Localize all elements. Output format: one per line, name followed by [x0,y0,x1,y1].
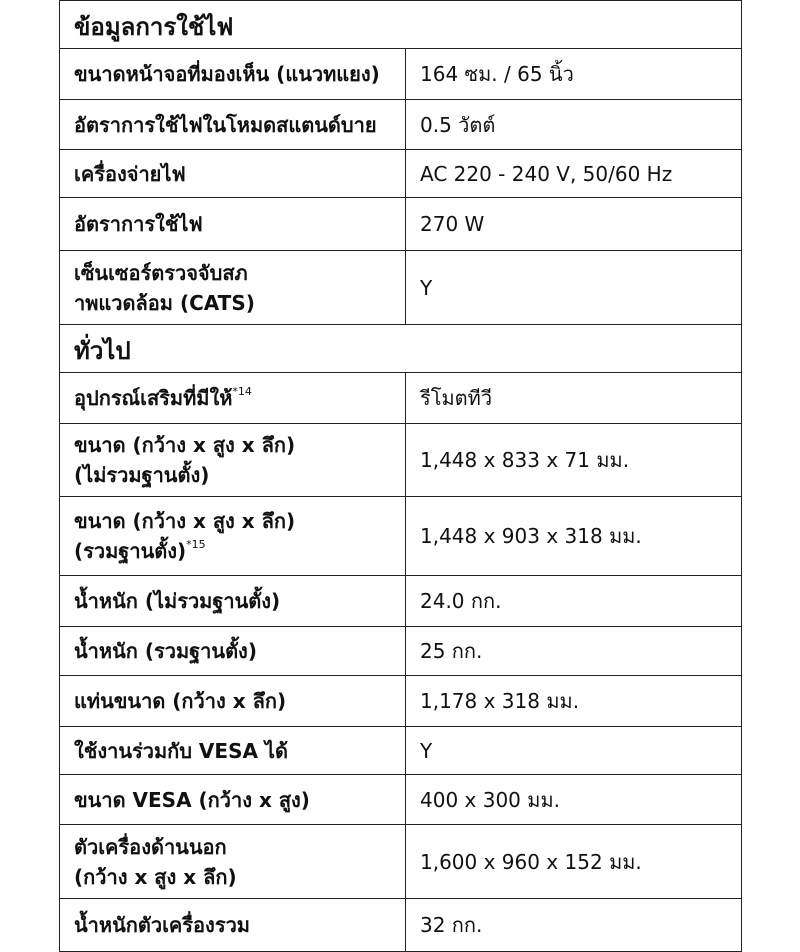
spec-label: อัตราการใช้ไฟ [60,198,406,251]
spec-value: 0.5 วัตต์ [406,100,742,150]
section-header-general [60,325,742,373]
spec-value: 164 ซม. / 65 นิ้ว [406,49,742,100]
section-title: ทั่วไป [60,325,742,373]
spec-value: Y [406,251,742,325]
spec-row [60,150,742,198]
spec-row [60,49,742,100]
spec-row [60,373,742,424]
spec-row [60,251,742,325]
spec-label: อัตราการใช้ไฟในโหมดสแตนด์บาย [60,100,406,150]
spec-value: 400 x 300 มม. [406,775,742,825]
spec-value: 1,178 x 318 มม. [406,676,742,727]
spec-label: เซ็นเซอร์ตรวจจับสภ าพแวดล้อม (CATS) [60,251,406,325]
spec-row [60,424,742,497]
spec-row [60,627,742,676]
spec-value: 32 กก. [406,899,742,952]
spec-value: 1,448 x 833 x 71 มม. [406,424,742,497]
spec-label: ขนาดหน้าจอที่มองเห็น (แนวทแยง) [60,49,406,100]
spec-row [60,775,742,825]
spec-row [60,576,742,627]
spec-row [60,727,742,775]
spec-row [60,198,742,251]
footnote-ref: *14 [232,385,252,399]
spec-label: แท่นขนาด (กว้าง x ลึก) [60,676,406,727]
spec-row [60,497,742,576]
spec-row [60,825,742,899]
footnote-ref: *15 [186,538,206,552]
spec-label: ตัวเครื่องด้านนอก (กว้าง x สูง x ลึก) [60,825,406,899]
spec-value: AC 220 - 240 V, 50/60 Hz [406,150,742,198]
section-header-power [60,1,742,49]
spec-value: Y [406,727,742,775]
spec-value: รีโมตทีวี [406,373,742,424]
spec-label: น้ำหนักตัวเครื่องรวม [60,899,406,952]
spec-value: 1,600 x 960 x 152 มม. [406,825,742,899]
spec-value: 25 กก. [406,627,742,676]
section-title: ข้อมูลการใช้ไฟ [60,1,742,49]
spec-label: น้ำหนัก (รวมฐานตั้ง) [60,627,406,676]
spec-label: อุปกรณ์เสริมที่มีให้$^{*14}$ [60,373,406,424]
spec-label: ขนาด (กว้าง x สูง x ลึก) (ไม่รวมฐานตั้ง) [60,424,406,497]
spec-label: ขนาด VESA (กว้าง x สูง) [60,775,406,825]
spec-row [60,100,742,150]
spec-value: 24.0 กก. [406,576,742,627]
spec-label: ขนาด (กว้าง x สูง x ลึก) (รวมฐานตั้ง)$^{*15}$ [60,497,406,576]
spec-label: เครื่องจ่ายไฟ [60,150,406,198]
spec-row [60,899,742,952]
spec-label: ใช้งานร่วมกับ VESA ได้ [60,727,406,775]
spec-table [59,0,742,952]
spec-sheet [59,0,741,952]
spec-label: น้ำหนัก (ไม่รวมฐานตั้ง) [60,576,406,627]
spec-row [60,676,742,727]
spec-value: 1,448 x 903 x 318 มม. [406,497,742,576]
spec-value: 270 W [406,198,742,251]
